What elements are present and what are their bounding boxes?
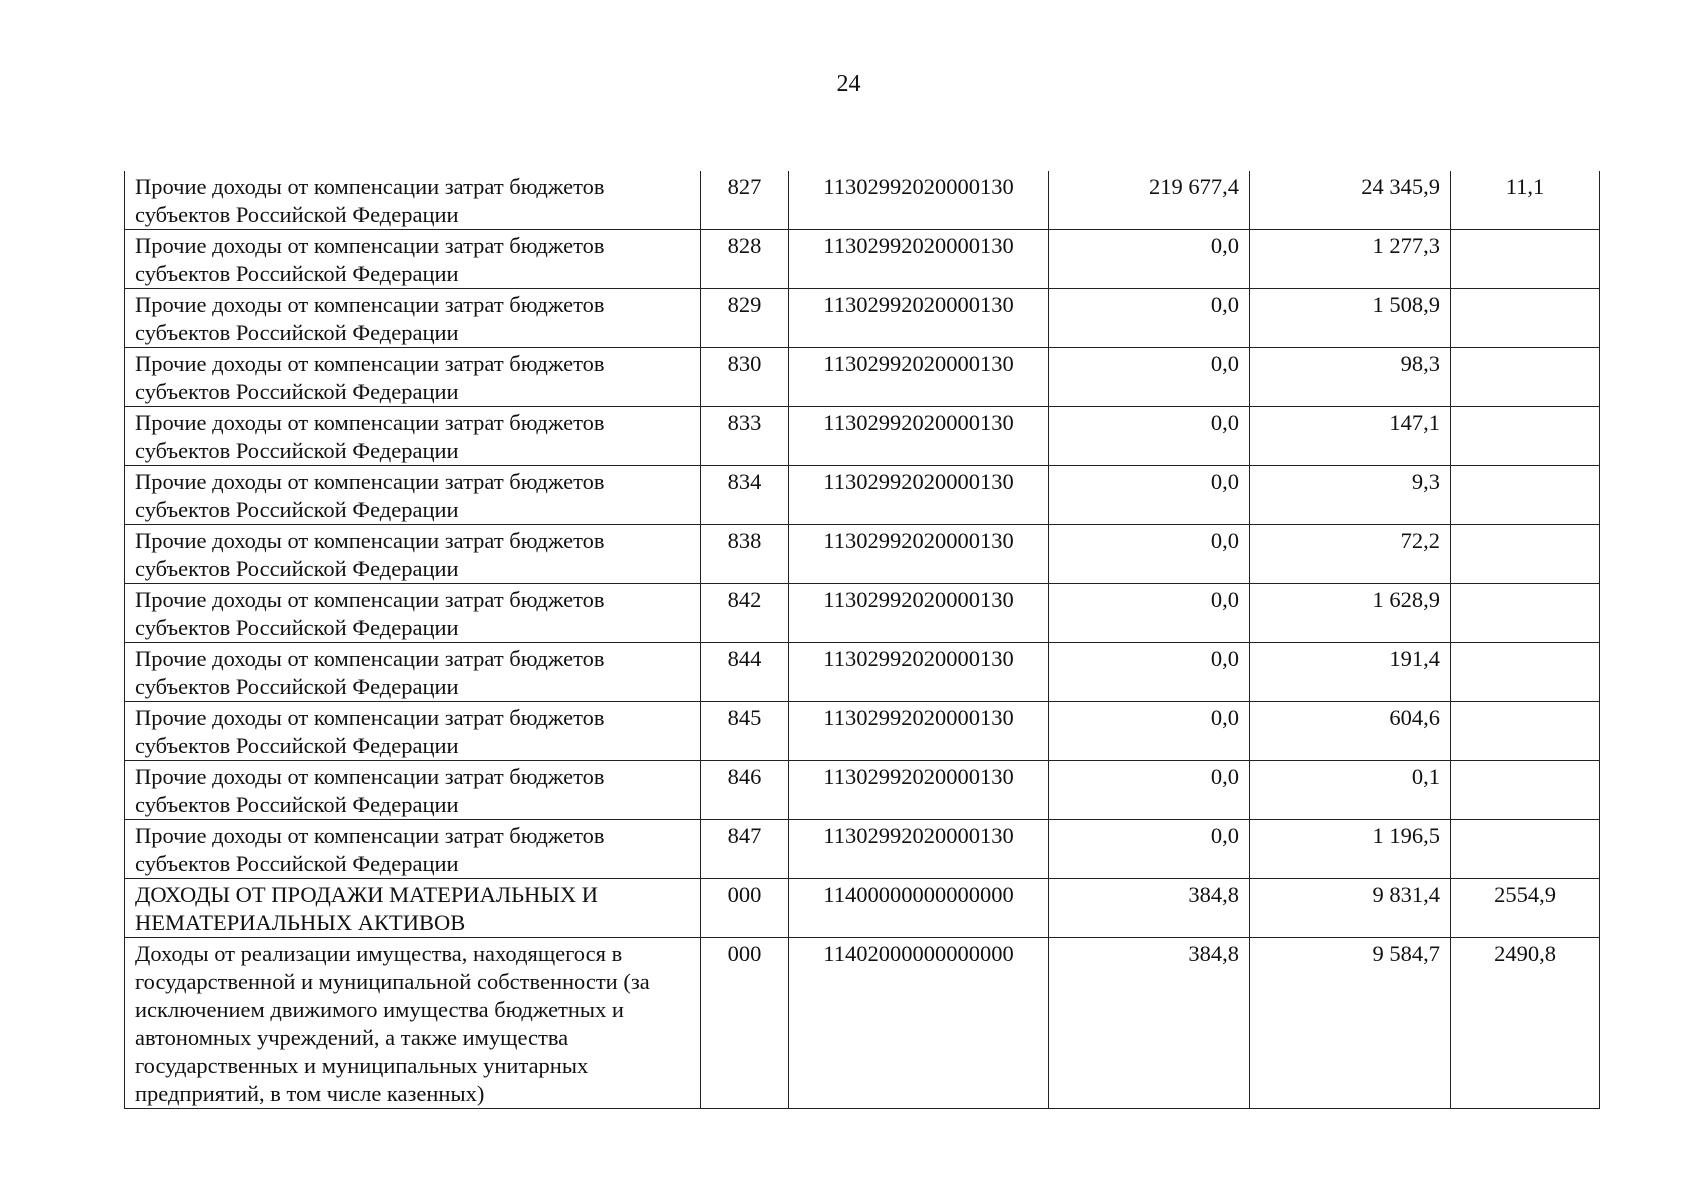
budget-code-cell: 11302992020000130 [789,643,1049,702]
budget-code-cell: 11302992020000130 [789,702,1049,761]
table-row [125,171,1600,230]
percent-cell [1451,230,1600,289]
percent-cell: 2554,9 [1451,879,1600,938]
admin-code-cell: 833 [701,407,789,466]
percent-cell [1451,525,1600,584]
budget-code-cell: 11302992020000130 [789,525,1049,584]
table-row [125,643,1600,702]
table-row [125,938,1600,1109]
table-row [125,466,1600,525]
revenue-name-cell: Прочие доходы от компенсации затрат бюджетов субъектов Российской Федерации [125,407,701,466]
revenue-name-cell: Прочие доходы от компенсации затрат бюджетов субъектов Российской Федерации [125,643,701,702]
revenue-name-cell: ДОХОДЫ ОТ ПРОДАЖИ МАТЕРИАЛЬНЫХ И НЕМАТЕРИАЛЬНЫХ АКТИВОВ [125,879,701,938]
table-row [125,230,1600,289]
percent-cell [1451,407,1600,466]
percent-cell [1451,643,1600,702]
percent-cell: 11,1 [1451,171,1600,230]
percent-cell: 2490,8 [1451,938,1600,1109]
executed-amount-cell: 72,2 [1250,525,1451,584]
plan-amount-cell: 0,0 [1049,584,1250,643]
revenue-name-cell: Прочие доходы от компенсации затрат бюджетов субъектов Российской Федерации [125,761,701,820]
admin-code-cell: 000 [701,938,789,1109]
percent-cell [1451,761,1600,820]
percent-cell [1451,289,1600,348]
executed-amount-cell: 1 508,9 [1250,289,1451,348]
executed-amount-cell: 1 277,3 [1250,230,1451,289]
revenue-name-cell: Прочие доходы от компенсации затрат бюджетов субъектов Российской Федерации [125,348,701,407]
budget-code-cell: 11302992020000130 [789,348,1049,407]
percent-cell [1451,466,1600,525]
budget-code-cell: 11302992020000130 [789,584,1049,643]
revenue-name-cell: Прочие доходы от компенсации затрат бюджетов субъектов Российской Федерации [125,289,701,348]
plan-amount-cell: 384,8 [1049,938,1250,1109]
budget-code-cell: 11402000000000000 [789,938,1049,1109]
revenue-name-cell: Прочие доходы от компенсации затрат бюджетов субъектов Российской Федерации [125,171,701,230]
plan-amount-cell: 0,0 [1049,289,1250,348]
executed-amount-cell: 147,1 [1250,407,1451,466]
table-row [125,879,1600,938]
revenue-name-cell: Прочие доходы от компенсации затрат бюджетов субъектов Российской Федерации [125,525,701,584]
page-number: 24 [836,71,861,97]
admin-code-cell: 829 [701,289,789,348]
admin-code-cell: 828 [701,230,789,289]
admin-code-cell: 000 [701,879,789,938]
table-row [125,820,1600,879]
plan-amount-cell: 0,0 [1049,466,1250,525]
executed-amount-cell: 24 345,9 [1250,171,1451,230]
table-row [125,348,1600,407]
budget-code-cell: 11302992020000130 [789,407,1049,466]
revenue-name-cell: Прочие доходы от компенсации затрат бюджетов субъектов Российской Федерации [125,820,701,879]
revenue-name-cell: Прочие доходы от компенсации затрат бюджетов субъектов Российской Федерации [125,230,701,289]
admin-code-cell: 834 [701,466,789,525]
table-row [125,584,1600,643]
percent-cell [1451,348,1600,407]
budget-code-cell: 11302992020000130 [789,171,1049,230]
table-row [125,525,1600,584]
table-row [125,702,1600,761]
percent-cell [1451,820,1600,879]
plan-amount-cell: 0,0 [1049,407,1250,466]
plan-amount-cell: 0,0 [1049,820,1250,879]
admin-code-cell: 830 [701,348,789,407]
budget-code-cell: 11302992020000130 [789,230,1049,289]
percent-cell [1451,702,1600,761]
executed-amount-cell: 9,3 [1250,466,1451,525]
admin-code-cell: 838 [701,525,789,584]
executed-amount-cell: 604,6 [1250,702,1451,761]
revenue-name-cell: Доходы от реализации имущества, находящегося в государственной и муниципальной собственности (за исключением движимого имущества бюджетных и автономных учреждений, а также имущества государственных и муниципальных унитарных предприятий, в том числе казенных) [125,938,701,1109]
admin-code-cell: 844 [701,643,789,702]
executed-amount-cell: 1 628,9 [1250,584,1451,643]
plan-amount-cell: 0,0 [1049,643,1250,702]
plan-amount-cell: 0,0 [1049,525,1250,584]
plan-amount-cell: 0,0 [1049,702,1250,761]
table-row [125,761,1600,820]
revenue-name-cell: Прочие доходы от компенсации затрат бюджетов субъектов Российской Федерации [125,466,701,525]
budget-code-cell: 11302992020000130 [789,289,1049,348]
budget-code-cell: 11302992020000130 [789,466,1049,525]
executed-amount-cell: 98,3 [1250,348,1451,407]
executed-amount-cell: 9 584,7 [1250,938,1451,1109]
revenue-name-cell: Прочие доходы от компенсации затрат бюджетов субъектов Российской Федерации [125,702,701,761]
plan-amount-cell: 384,8 [1049,879,1250,938]
table-row [125,407,1600,466]
admin-code-cell: 847 [701,820,789,879]
admin-code-cell: 845 [701,702,789,761]
revenue-table [124,171,1600,1109]
budget-code-cell: 11302992020000130 [789,820,1049,879]
plan-amount-cell: 0,0 [1049,348,1250,407]
plan-amount-cell: 0,0 [1049,230,1250,289]
budget-code-cell: 11400000000000000 [789,879,1049,938]
revenue-name-cell: Прочие доходы от компенсации затрат бюджетов субъектов Российской Федерации [125,584,701,643]
table-row [125,289,1600,348]
admin-code-cell: 827 [701,171,789,230]
budget-code-cell: 11302992020000130 [789,761,1049,820]
executed-amount-cell: 1 196,5 [1250,820,1451,879]
admin-code-cell: 846 [701,761,789,820]
executed-amount-cell: 0,1 [1250,761,1451,820]
percent-cell [1451,584,1600,643]
executed-amount-cell: 9 831,4 [1250,879,1451,938]
plan-amount-cell: 0,0 [1049,761,1250,820]
admin-code-cell: 842 [701,584,789,643]
executed-amount-cell: 191,4 [1250,643,1451,702]
plan-amount-cell: 219 677,4 [1049,171,1250,230]
